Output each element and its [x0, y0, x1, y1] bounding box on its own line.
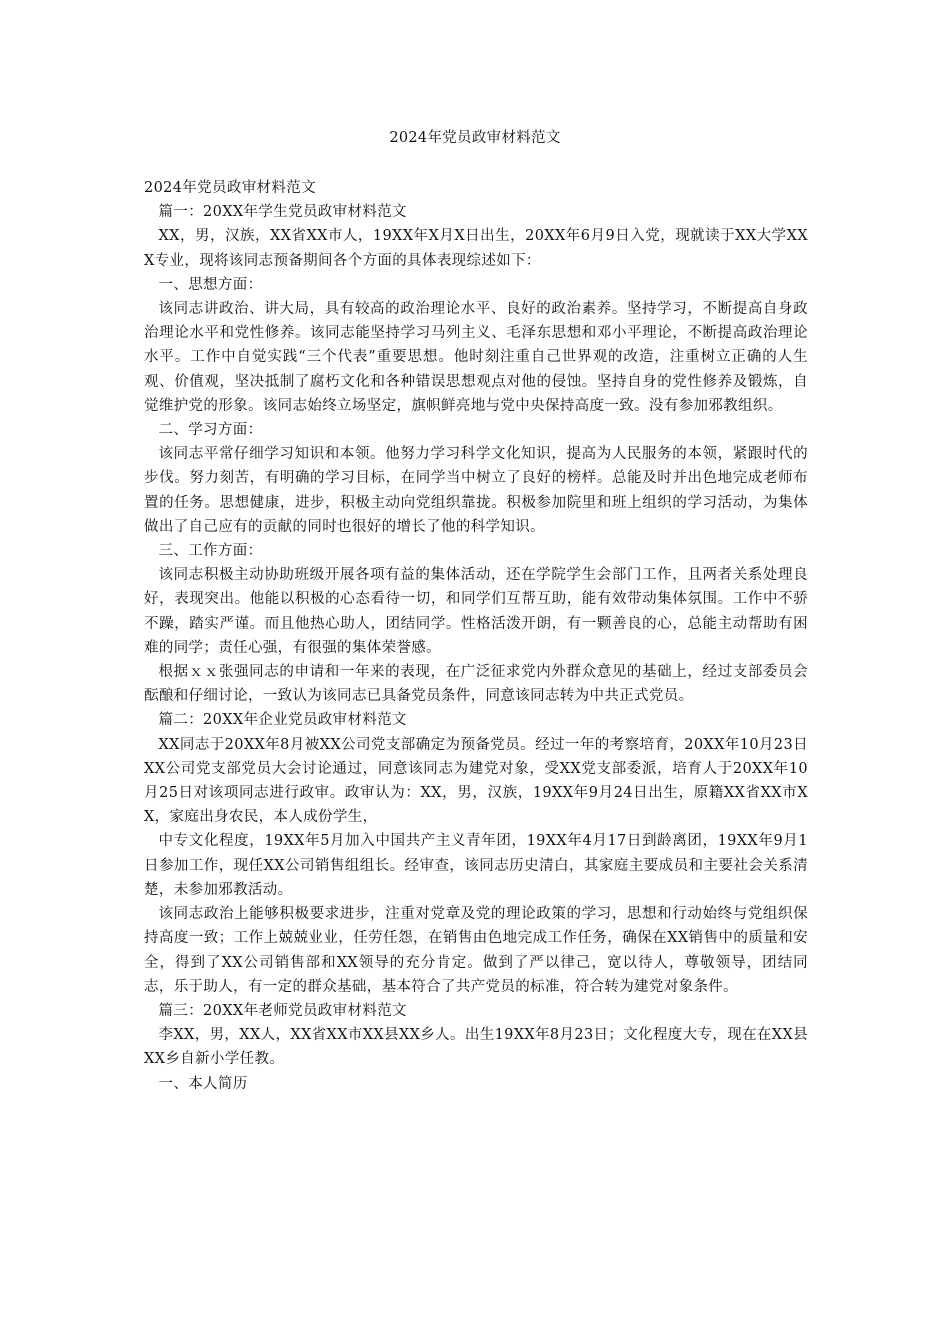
body-heading: 2024年党员政审材料范文: [144, 180, 316, 196]
subheading-thought: 一、思想方面：: [158, 276, 263, 293]
paragraph-evaluation-2: 该同志政治上能够积极要求进步，注重对党章及党的理论政策的学习，思想和行动始终与党组织保持高度一致；工作上兢兢业业，任劳任怨，在销售由色地完成工作任务，确保在XX销售中的质量和安全，得到了XX公司销售部和XX领导的充分肯定。做到了严以律己，宽以待人，尊敬领导，团结同志，乐于助人，有一定的群众基础，基本符合了共产党员的标准，符合转为建党对象条件。: [144, 906, 808, 995]
section-heading-3: 篇三：20XX年老师党员政审材料范文: [158, 1002, 407, 1019]
paragraph-work: 该同志积极主动协助班级开展各项有益的集体活动，还在学院学生会部门工作，且两者关系处理良好，表现突出。他能以积极的心态看待一切，和同学们互帮互助，能有效带动集体氛围。工作中不骄不躁，踏实严谨。而且他热心助人，团结同学。性格活泼开朗，有一颗善良的心，总能主动帮助有困难的同学；责任心强，有很强的集体荣誉感。: [144, 567, 808, 656]
paragraph-study: 该同志平常仔细学习知识和本领。他努力学习科学文化知识，提高为人民服务的本领，紧跟时代的步伐。努力刻苦，有明确的学习目标，在同学当中树立了良好的榜样。总能及时并出色地完成老师布置的任务。思想健康，进步，积极主动向党组织靠拢。积极参加院里和班上组织的学习活动，为集体做出了自己应有的贡献的同时也很好的增长了他的科学知识。: [144, 446, 808, 535]
paragraph-intro-3: 李XX，男，XX人，XX省XX市XX县XX乡人。出生19XX年8月23日；文化程度大专，现在在XX县XX乡自新小学任教。: [144, 1027, 808, 1068]
document-body: [144, 176, 808, 1096]
section-heading-2: 篇二：20XX年企业党员政审材料范文: [158, 712, 407, 729]
subheading-resume: 一、本人简历: [158, 1075, 248, 1092]
paragraph-conclusion-1: 根据ｘｘ张强同志的申请和一年来的表现，在广泛征求党内外群众意见的基础上，经过支部委员会酝酿和仔细讨论，一致认为该同志已具备党员条件，同意该同志转为中共正式党员。: [144, 664, 808, 705]
document-title: 2024年党员政审材料范文: [389, 130, 561, 146]
section-heading-1: 篇一：20XX年学生党员政审材料范文: [158, 204, 407, 221]
paragraph-thought: 该同志讲政治、讲大局，具有较高的政治理论水平、良好的政治素养。坚持学习，不断提高自身政治理论水平和党性修养。该同志能坚持学习马列主义、毛泽东思想和邓小平理论，不断提高政治理论水平。工作中自觉实践“三个代表”重要思想。他时刻注重自己世界观的改造，注重树立正确的人生观、价值观，坚决抵制了腐朽文化和各种错误思想观点对他的侵蚀。坚持自身的党性修养及锻炼，自觉维护党的形象。该同志始终立场坚定，旗帜鲜亮地与党中央保持高度一致。没有参加邪教组织。: [144, 301, 808, 414]
paragraph-intro-1: XX，男，汉族，XX省XX市人，19XX年X月X日出生，20XX年6月9日入党，现就读于XX大学XXX专业，现将该同志预备期间各个方面的具体表现综述如下：: [144, 228, 808, 269]
paragraph-education-2: 中专文化程度，19XX年5月加入中国共产主义青年团，19XX年4月17日到龄离团，19XX年9月1日参加工作，现任XX公司销售组组长。经审查，该同志历史清白，其家庭主要成员和主要社会关系清楚，未参加邪教活动。: [144, 833, 808, 898]
subheading-work: 三、工作方面：: [158, 543, 263, 560]
subheading-study: 二、学习方面：: [158, 422, 263, 439]
paragraph-intro-2: XX同志于20XX年8月被XX公司党支部确定为预备党员。经过一年的考察培育，20XX年10月23日XX公司党支部党员大会讨论通过，同意该同志为建党对象，受XX党支部委派，培育人于20XX年10月25日对该项同志进行政审。政审认为：XX，男，汉族，19XX年9月24日出生，原籍XX省XX市XX，家庭出身农民，本人成份学生，: [144, 736, 808, 826]
